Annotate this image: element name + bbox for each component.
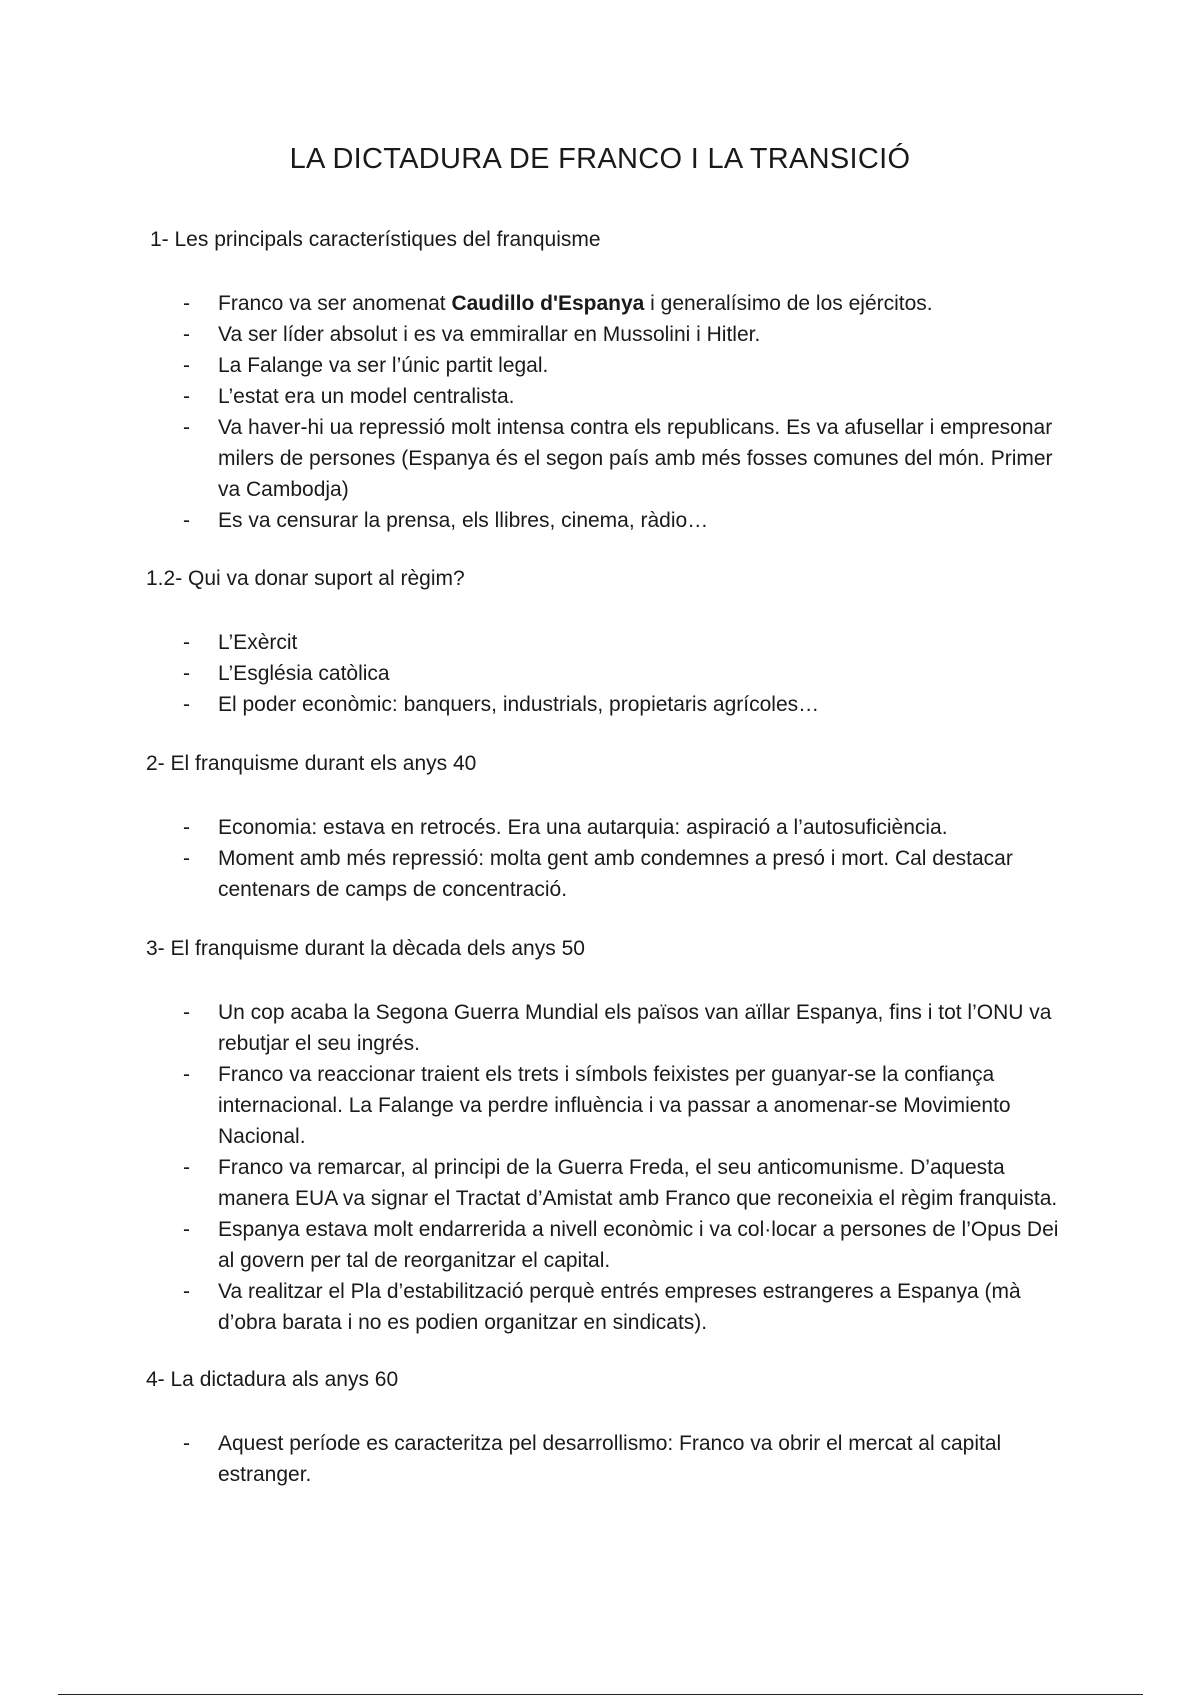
list-item (180, 1428, 1060, 1490)
list-item-text: Moment amb més repressió: molta gent amb condemnes a presó i mort. Cal destacar centenars de camps de concentració. (218, 847, 1013, 901)
list-item-text: Va realitzar el Pla d’estabilització perquè entrés empreses estrangeres a Espanya (mà d’obra barata i no es podien organitzar en sindicats). (218, 1280, 1021, 1334)
list-item (180, 1214, 1060, 1276)
dash-bullet-icon: - (183, 631, 190, 654)
list-item (180, 288, 1060, 319)
dash-bullet-icon: - (183, 1280, 190, 1303)
dash-bullet-icon: - (183, 1432, 190, 1455)
list-item (180, 350, 1060, 381)
list-item (180, 319, 1060, 350)
list-item (180, 1059, 1060, 1152)
dash-bullet-icon: - (183, 693, 190, 716)
list-item (180, 658, 1060, 689)
list-item-text: Va ser líder absolut i es va emmirallar en Mussolini i Hitler. (218, 323, 761, 346)
list-item (180, 689, 1060, 720)
list-item-text: La Falange va ser l’únic partit legal. (218, 354, 549, 377)
list-item (180, 627, 1060, 658)
list-item-text: Un cop acaba la Segona Guerra Mundial els països van aïllar Espanya, fins i tot l’ONU va rebutjar el seu ingrés. (218, 1001, 1052, 1055)
list-item (180, 843, 1060, 905)
list-item-text: L’Exèrcit (218, 631, 298, 654)
dash-bullet-icon: - (183, 323, 190, 346)
list-item-text: El poder econòmic: banquers, industrials, propietaris agrícoles… (218, 693, 820, 716)
list-item-text: Espanya estava molt endarrerida a nivell econòmic i va col·locar a persones de l’Opus Dei al govern per tal de reorganitzar el capital. (218, 1218, 1059, 1272)
dash-bullet-icon: - (183, 1156, 190, 1179)
footer-divider (58, 1694, 1143, 1695)
list-item-text: Es va censurar la prensa, els llibres, cinema, ràdio… (218, 509, 709, 532)
dash-bullet-icon: - (183, 292, 190, 315)
list-item (180, 505, 1060, 536)
list-item (180, 812, 1060, 843)
list-item-text: Aquest període es caracteritza pel desarrollismo: Franco va obrir el mercat al capital estranger. (218, 1432, 1002, 1486)
list-item-text-pre: Franco va ser anomenat (218, 292, 452, 315)
list-item (180, 1276, 1060, 1338)
list-item (180, 381, 1060, 412)
list-item-text: Va haver-hi ua repressió molt intensa contra els republicans. Es va afusellar i empresonar milers de persones (Espanya és el segon país amb més fosses comunes del món. Primer va Cambodja) (218, 416, 1053, 501)
list-item-text: L’estat era un model centralista. (218, 385, 515, 408)
bullet-list-1-2 (180, 627, 1060, 720)
section-heading-2: 2- El franquisme durant els anys 40 (146, 752, 477, 775)
list-item-text-post: i generalísimo de los ejércitos. (644, 292, 933, 315)
dash-bullet-icon: - (183, 1063, 190, 1086)
page-title: LA DICTADURA DE FRANCO I LA TRANSICIÓ (289, 143, 911, 175)
list-item (180, 412, 1060, 505)
dash-bullet-icon: - (183, 385, 190, 408)
list-item-text: L’Església catòlica (218, 662, 390, 685)
dash-bullet-icon: - (183, 847, 190, 870)
list-item (180, 1152, 1060, 1214)
dash-bullet-icon: - (183, 509, 190, 532)
dash-bullet-icon: - (183, 816, 190, 839)
list-item-text: Franco va remarcar, al principi de la Guerra Freda, el seu anticomunisme. D’aquesta manera EUA va signar el Tractat d’Amistat amb Franco que reconeixia el règim franquista. (218, 1156, 1058, 1210)
bullet-list-3 (180, 997, 1060, 1338)
dash-bullet-icon: - (183, 416, 190, 439)
dash-bullet-icon: - (183, 1001, 190, 1024)
bullet-list-1 (180, 288, 1060, 536)
bullet-list-2 (180, 812, 1060, 905)
dash-bullet-icon: - (183, 1218, 190, 1241)
dash-bullet-icon: - (183, 354, 190, 377)
list-item-text: Economia: estava en retrocés. Era una autarquia: aspiració a l’autosuficiència. (218, 816, 948, 839)
list-item-text-bold: Caudillo d'Espanya (451, 292, 645, 315)
list-item (180, 997, 1060, 1059)
dash-bullet-icon: - (183, 662, 190, 685)
list-item-text: Franco va reaccionar traient els trets i símbols feixistes per guanyar-se la confiança internacional. La Falange va perdre influència i va passar a anomenar-se Movimiento Nacional. (218, 1063, 1011, 1148)
section-heading-1: 1- Les principals característiques del franquisme (150, 228, 601, 251)
section-heading-4: 4- La dictadura als anys 60 (146, 1368, 399, 1391)
section-heading-3: 3- El franquisme durant la dècada dels anys 50 (146, 937, 585, 960)
bullet-list-4 (180, 1428, 1060, 1490)
section-heading-1-2: 1.2- Qui va donar suport al règim? (146, 567, 465, 590)
